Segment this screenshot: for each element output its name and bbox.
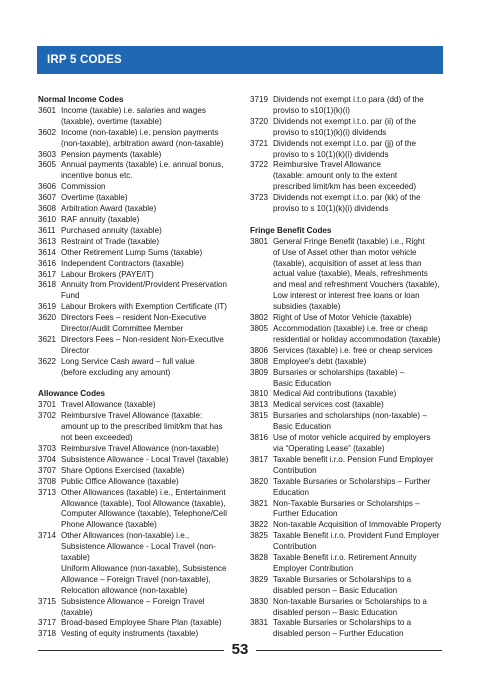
entry-code: 3816 <box>250 433 269 443</box>
description-line: Medical Aid contributions (taxable) <box>273 389 397 399</box>
footer-rule-right <box>256 650 442 651</box>
code-entry <box>250 553 446 575</box>
entry-code: 3718 <box>38 629 57 639</box>
section-title-allowance: Allowance Codes <box>38 389 106 399</box>
code-entry <box>38 455 238 466</box>
code-entry <box>250 531 446 553</box>
description-line: (taxable: amount only to the extent <box>273 171 398 181</box>
code-entry <box>250 368 446 390</box>
code-entry <box>250 193 446 215</box>
description-line: Education <box>273 487 309 497</box>
entry-code: 3722 <box>250 160 269 170</box>
code-entry <box>38 259 238 270</box>
description-line: Taxable benefit i.r.o. Pension Fund Employer <box>273 454 434 464</box>
description-line: Public Office Allowance (taxable) <box>61 476 179 486</box>
header-banner <box>37 46 443 74</box>
entry-description <box>61 128 238 150</box>
entry-description <box>273 477 446 499</box>
description-line: Employer Contribution <box>273 563 354 573</box>
description-line: Long Service Cash award – full value <box>61 356 195 366</box>
entry-code: 3830 <box>250 596 269 606</box>
description-line: proviso to s10(1)(k)(i) <box>273 105 350 115</box>
code-entry <box>250 160 446 193</box>
description-line: Reimbursive Travel Allowance (taxable: <box>61 411 203 421</box>
entry-code: 3611 <box>38 225 56 235</box>
description-line: prescribed limit/km has been exceeded) <box>273 182 417 192</box>
description-line: Broad-based Employee Share Plan (taxable) <box>61 618 222 628</box>
entry-description <box>61 237 238 248</box>
entry-description <box>61 618 238 629</box>
page-footer <box>38 641 442 659</box>
entry-description <box>273 400 446 411</box>
description-line: incentive bonus etc. <box>61 171 133 181</box>
description-line: Director <box>61 345 90 355</box>
entry-code: 3618 <box>38 280 57 290</box>
entry-code: 3605 <box>38 160 57 170</box>
code-entry <box>250 455 446 477</box>
code-entry <box>38 477 238 488</box>
entry-code: 3702 <box>38 411 57 421</box>
description-line: (taxable) <box>61 607 93 617</box>
description-line: Accommodation (taxable) i.e. free or cheap <box>273 324 428 334</box>
description-line: Employee's debt (taxable) <box>273 356 367 366</box>
description-line: proviso to s 10(1)(k)(i) dividends <box>273 149 389 159</box>
code-entry <box>250 411 446 433</box>
entry-description <box>61 226 238 237</box>
code-entry <box>38 411 238 444</box>
entry-description <box>273 313 446 324</box>
description-line: Fund <box>61 291 80 301</box>
entry-code: 3613 <box>38 236 57 246</box>
entry-description <box>61 215 238 226</box>
description-line: Phone Allowance (taxable) <box>61 520 157 530</box>
description-line: Other Allowances (non-taxable) i.e., <box>61 531 190 541</box>
code-entry <box>250 520 446 531</box>
description-line: (taxable), acquisition of asset at less than <box>273 258 422 268</box>
description-line: Low interest or interest free loans or loan <box>273 291 420 301</box>
code-entry <box>38 160 238 182</box>
entry-description <box>61 182 238 193</box>
description-line: Allowance – Foreign Travel (non-taxable), <box>61 574 211 584</box>
code-entry <box>38 302 238 313</box>
description-line: Arbitration Award (taxable) <box>61 204 157 214</box>
entry-description <box>273 193 446 215</box>
description-line: Directors Fees – Non-resident Non-Executive <box>61 334 224 344</box>
code-entry <box>38 335 238 357</box>
entry-code: 3813 <box>250 400 269 410</box>
normal-income-list <box>38 106 238 379</box>
description-line: subsidies (taxable) <box>273 302 341 312</box>
entry-description <box>61 629 238 640</box>
description-line: Other Retirement Lump Sums (taxable) <box>61 247 203 257</box>
entry-description <box>61 160 238 182</box>
entry-description <box>273 455 446 477</box>
description-line: General Fringe Benefit (taxable) i.e., Right <box>273 236 425 246</box>
description-line: Annual payments (taxable) i.e. annual bonus, <box>61 160 224 170</box>
code-entry <box>250 477 446 499</box>
description-line: disabled person – Basic Education <box>273 585 398 595</box>
entry-description <box>61 400 238 411</box>
code-entry <box>250 346 446 357</box>
fringe-benefit-list <box>250 237 446 641</box>
description-line: Use of motor vehicle acquired by employers <box>273 433 431 443</box>
left-column <box>38 95 238 640</box>
description-line: Vesting of equity instruments (taxable) <box>61 629 199 639</box>
entry-description <box>61 193 238 204</box>
description-line: Reimbursive Travel Allowance <box>273 160 381 170</box>
entry-description <box>61 357 238 379</box>
code-entry <box>38 597 238 619</box>
entry-code: 3810 <box>250 389 269 399</box>
entry-code: 3805 <box>250 324 269 334</box>
entry-description <box>273 597 446 619</box>
description-line: Basic Education <box>273 422 332 432</box>
description-line: Right of Use of Motor Vehicle (taxable) <box>273 313 412 323</box>
entry-code: 3607 <box>38 193 57 203</box>
description-line: Subsistence Allowance - Local Travel (non- <box>61 542 216 552</box>
description-line: Independent Contractors (taxable) <box>61 258 184 268</box>
entry-code: 3620 <box>38 313 57 323</box>
description-line: Subsistence Allowance – Foreign Travel <box>61 596 205 606</box>
description-line: Overtime (taxable) <box>61 193 128 203</box>
entry-description <box>61 411 238 444</box>
description-line: Further Education <box>273 509 338 519</box>
entry-description <box>273 368 446 390</box>
description-line: Taxable Bursaries or Scholarships – Further <box>273 476 431 486</box>
description-line: Bursaries or scholarships (taxable) – <box>273 367 405 377</box>
entry-code: 3601 <box>38 105 57 115</box>
entry-code: 3621 <box>38 334 57 344</box>
description-line: and meal and refreshment Vouchers (taxable), <box>273 280 440 290</box>
entry-code: 3719 <box>250 95 269 104</box>
description-line: Basic Education <box>273 378 332 388</box>
entry-description <box>273 433 446 455</box>
description-line: (non-taxable), arbitration award (non-taxable) <box>61 138 224 148</box>
code-entry <box>38 313 238 335</box>
page-number: 53 <box>231 641 249 658</box>
code-entry <box>38 248 238 259</box>
description-line: Non-Taxable Bursaries or Scholarships – <box>273 498 420 508</box>
entry-description <box>61 204 238 215</box>
code-entry <box>38 128 238 150</box>
description-line: taxable) <box>61 553 90 563</box>
page-title: IRP 5 CODES <box>47 54 122 66</box>
allowance-continued-list <box>250 95 446 215</box>
entry-description <box>61 150 238 161</box>
entry-description <box>61 259 238 270</box>
description-line: Taxable Bursaries or Scholarships to a <box>273 618 412 628</box>
code-entry <box>38 270 238 281</box>
code-entry <box>250 499 446 521</box>
code-entry <box>38 280 238 302</box>
entry-code: 3714 <box>38 531 57 541</box>
code-entry <box>38 488 238 532</box>
entry-description <box>61 444 238 455</box>
entry-description <box>61 335 238 357</box>
description-line: Contribution <box>273 542 317 552</box>
description-line: Share Options Exercised (taxable) <box>61 465 185 475</box>
entry-code: 3809 <box>250 367 269 377</box>
code-entry <box>38 193 238 204</box>
entry-code: 3822 <box>250 520 269 530</box>
description-line: amount up to the prescribed limit/km that has <box>61 422 223 432</box>
description-line: Purchased annuity (taxable) <box>61 225 162 235</box>
code-entry <box>250 95 446 117</box>
description-line: Restraint of Trade (taxable) <box>61 236 160 246</box>
description-line: Reimbursive Travel Allowance (non-taxable) <box>61 443 219 453</box>
entry-description <box>61 455 238 466</box>
description-line: Other Allowances (taxable) i.e., Entertainment <box>61 487 226 497</box>
entry-code: 3820 <box>250 476 269 486</box>
entry-description <box>61 313 238 335</box>
section-title-normal-income: Normal Income Codes <box>38 95 124 104</box>
code-entry <box>250 237 446 313</box>
entry-description <box>273 95 446 117</box>
entry-description <box>273 520 446 531</box>
entry-description <box>273 499 446 521</box>
code-entry <box>250 389 446 400</box>
section-title-fringe-benefit: Fringe Benefit Codes <box>250 225 332 235</box>
entry-description <box>273 357 446 368</box>
entry-description <box>61 466 238 477</box>
code-entry <box>38 150 238 161</box>
entry-code: 3704 <box>38 454 57 464</box>
code-entry <box>250 433 446 455</box>
entry-code: 3715 <box>38 596 57 606</box>
entry-code: 3616 <box>38 258 57 268</box>
entry-code: 3707 <box>38 465 57 475</box>
code-entry <box>250 618 446 640</box>
entry-description <box>273 389 446 400</box>
code-entry <box>38 618 238 629</box>
code-entry <box>38 215 238 226</box>
code-entry <box>38 466 238 477</box>
entry-code: 3721 <box>250 138 269 148</box>
code-entry <box>38 204 238 215</box>
description-line: Dividends not exempt i.t.o. par (jj) of the <box>273 138 417 148</box>
entry-code: 3610 <box>38 214 57 224</box>
description-line: Contribution <box>273 465 317 475</box>
code-entry <box>38 182 238 193</box>
description-line: Relocation allowance (non-taxable) <box>61 585 188 595</box>
description-line: Income (non-taxable) i.e. pension payments <box>61 127 219 137</box>
code-entry <box>38 444 238 455</box>
entry-description <box>61 488 238 532</box>
code-entry <box>38 106 238 128</box>
entry-code: 3828 <box>250 553 269 563</box>
description-line: Annuity from Provident/Provident Preservation <box>61 280 228 290</box>
entry-code: 3603 <box>38 149 57 159</box>
description-line: not been exceeded) <box>61 433 133 443</box>
code-entry <box>250 400 446 411</box>
entry-code: 3801 <box>250 236 269 246</box>
description-line: Directors Fees – resident Non-Executive <box>61 313 207 323</box>
description-line: Dividends not exempt i.t.o para (dd) of the <box>273 95 424 104</box>
entry-code: 3708 <box>38 476 57 486</box>
entry-code: 3720 <box>250 116 269 126</box>
entry-code: 3808 <box>250 356 269 366</box>
entry-description <box>273 346 446 357</box>
description-line: disabled person – Basic Education <box>273 607 398 617</box>
description-line: Labour Brokers (PAYE/IT) <box>61 269 154 279</box>
description-line: Non-taxable Acquisition of Immovable Property <box>273 520 442 530</box>
description-line: Medical services cost (taxable) <box>273 400 384 410</box>
description-line: Travel Allowance (taxable) <box>61 400 156 410</box>
entry-description <box>273 117 446 139</box>
description-line: Commission <box>61 182 106 192</box>
entry-code: 3619 <box>38 302 57 312</box>
entry-code: 3602 <box>38 127 57 137</box>
description-line: Dividends not exempt i.t.o. par (kk) of the <box>273 193 421 203</box>
entry-code: 3806 <box>250 345 269 355</box>
entry-code: 3622 <box>38 356 57 366</box>
entry-code: 3614 <box>38 247 57 257</box>
entry-description <box>273 553 446 575</box>
entry-description <box>61 477 238 488</box>
code-entry <box>250 597 446 619</box>
entry-description <box>61 531 238 596</box>
right-column <box>250 95 446 640</box>
entry-description <box>273 411 446 433</box>
entry-description <box>61 302 238 313</box>
entry-code: 3815 <box>250 411 269 421</box>
code-entry <box>38 531 238 596</box>
entry-description <box>273 618 446 640</box>
code-entry <box>250 324 446 346</box>
description-line: proviso to s10(1)(k)(i) dividends <box>273 127 387 137</box>
description-line: Labour Brokers with Exemption Certificate (IT) <box>61 302 227 312</box>
description-line: disabled person – Further Education <box>273 629 404 639</box>
entry-description <box>61 106 238 128</box>
code-entry <box>250 575 446 597</box>
description-line: Pension payments (taxable) <box>61 149 162 159</box>
description-line: residential or holiday accommodation (taxable) <box>273 334 441 344</box>
entry-description <box>61 597 238 619</box>
entry-description <box>273 237 446 313</box>
description-line: Taxable Benefit i.r.o. Retirement Annuity <box>273 553 417 563</box>
description-line: (taxable), overtime (taxable) <box>61 116 162 126</box>
description-line: Director/Audit Committee Member <box>61 324 184 334</box>
entry-code: 3821 <box>250 498 269 508</box>
code-entry <box>38 226 238 237</box>
description-line: of Use of Asset other than motor vehicle <box>273 247 417 257</box>
description-line: (before excluding any amount) <box>61 367 171 377</box>
entry-code: 3701 <box>38 400 57 410</box>
description-line: Dividends not exempt i.t.o. par (ii) of the <box>273 116 417 126</box>
entry-code: 3617 <box>38 269 57 279</box>
entry-description <box>273 575 446 597</box>
entry-code: 3829 <box>250 574 269 584</box>
description-line: RAF annuity (taxable) <box>61 214 140 224</box>
description-line: Taxable Benefit i.r.o. Provident Fund Employer <box>273 531 440 541</box>
description-line: Income (taxable) i.e. salaries and wages <box>61 105 206 115</box>
entry-description <box>61 280 238 302</box>
entry-code: 3606 <box>38 182 57 192</box>
description-line: via “Operating Lease” (taxable) <box>273 443 385 453</box>
entry-code: 3723 <box>250 193 269 203</box>
entry-code: 3802 <box>250 313 269 323</box>
code-entry <box>38 629 238 640</box>
entry-description <box>273 531 446 553</box>
description-line: Services (taxable) i.e. free or cheap services <box>273 345 433 355</box>
entry-description <box>273 160 446 193</box>
description-line: proviso to s 10(1)(k)(i) dividends <box>273 204 389 214</box>
description-line: Uniform Allowance (non-taxable), Subsistence <box>61 563 227 573</box>
entry-description <box>61 270 238 281</box>
allowance-list <box>38 400 238 640</box>
description-line: actual value (taxable), Meals, refreshments <box>273 269 428 279</box>
code-entry <box>250 357 446 368</box>
entry-code: 3831 <box>250 618 269 628</box>
entry-code: 3825 <box>250 531 269 541</box>
description-line: Subsistence Allowance - Local Travel (taxable) <box>61 454 229 464</box>
entry-code: 3703 <box>38 443 57 453</box>
entry-code: 3713 <box>38 487 57 497</box>
description-line: Non-taxable Bursaries or Scholarships to a <box>273 596 427 606</box>
code-entry <box>38 357 238 379</box>
entry-code: 3608 <box>38 204 57 214</box>
entry-description <box>273 139 446 161</box>
code-entry <box>250 313 446 324</box>
description-line: Computer Allowance (taxable), Telephone/Cell <box>61 509 227 519</box>
code-entry <box>38 237 238 248</box>
entry-description <box>273 324 446 346</box>
entry-code: 3717 <box>38 618 57 628</box>
entry-code: 3817 <box>250 454 269 464</box>
description-line: Allowance (taxable), Tool Allowance (taxable), <box>61 498 226 508</box>
description-line: Bursaries and scholarships (non-taxable) – <box>273 411 427 421</box>
description-line: Taxable Bursaries or Scholarships to a <box>273 574 412 584</box>
entry-description <box>61 248 238 259</box>
code-entry <box>38 400 238 411</box>
code-entry <box>250 139 446 161</box>
code-entry <box>250 117 446 139</box>
